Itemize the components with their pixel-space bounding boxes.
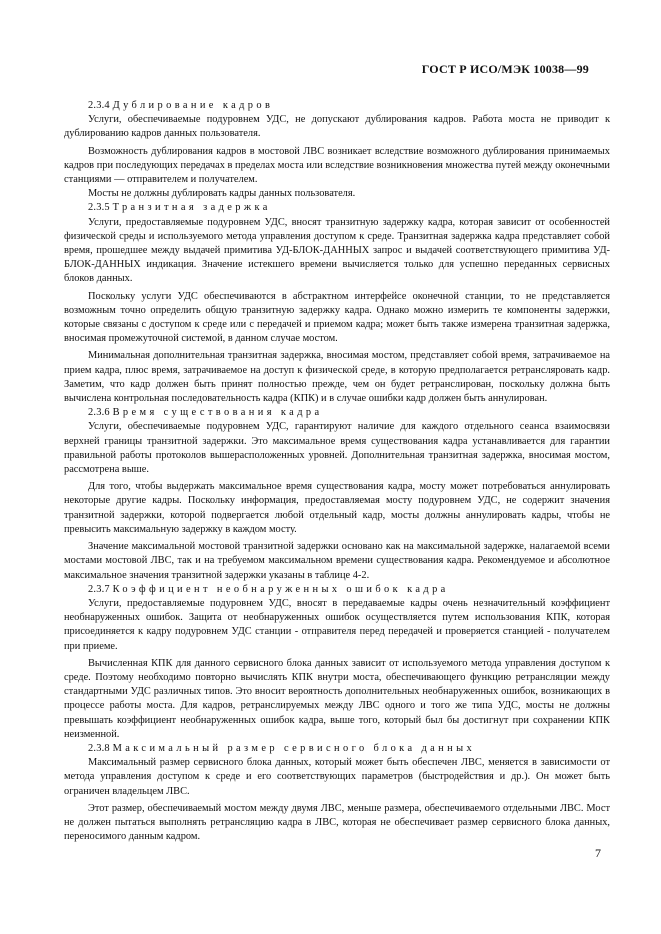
section-heading <box>64 742 610 756</box>
section-heading <box>64 583 610 597</box>
paragraph: Услуги, обеспечиваемые подуровнем УДС, гарантируют наличие для каждого отдельного сеанса взаимосвязи верхней границы транзитной задержки. Это максимальное время существования кадра устанавливается для гарантии правильной работы протоколов вышерасположенных уровней. Дополнительная транзитная задержка, вносимая мостом, рассмотрена выше. <box>64 421 610 476</box>
section-heading <box>64 406 610 420</box>
section-title: Коэффициент необнаруженных ошибок кадра <box>112 583 449 595</box>
paragraph: Возможность дублирования кадров в мостовой ЛВС возникает вследствие возможного дублирования принимаемых кадров при последующих передачах в пределах моста или вследствие возникновения множества путей между оконечными станциями — отправителем и получателем. <box>64 145 610 186</box>
paragraph: Максимальный размер сервисного блока данных, который может быть обеспечен ЛВС, меняется в зависимости от метода управления доступом к среде и его соответствующих параметров (быстродействия и др.). Он может быть ограничен владельцем ЛВС. <box>64 757 610 797</box>
section-heading <box>64 201 610 215</box>
document-body <box>64 99 610 844</box>
section-title: Дублирование кадров <box>112 100 274 111</box>
paragraph: Вычисленная КПК для данного сервисного блока данных зависит от используемого метода управления доступом к среде. Поэтому необходимо повторно вычислять КПК внутри моста, обеспечивающего функцию ретрансляции между стандартными УДС различных типов. Это вносит вероятность дополнительных необнаруженных ошибок, возникающих в процессе работы моста. Для кадров, ретранслируемых между ЛВС одного и того же типа УДС, мосты не должны превышать коэффициент необнаруженных ошибок кадра, выше того, который был бы достигнут при сохранении КПК неизменной. <box>64 657 610 740</box>
section-number: 2.3.7 <box>88 583 110 595</box>
section-number: 2.3.8 <box>88 742 110 754</box>
paragraph: Минимальная дополнительная транзитная задержка, вносимая мостом, представляет собой время, затрачиваемое на прием кадра, плюс время, затрачиваемое на доступ к физической среде, в которую предполагается ретрансляровать кадр. Заметим, что кадр должен быть принят полностью прежде, чем он будет ретранслирован, поскольку должна быть вычислена контрольная последовательность кадра (КПК) и в случае ошибки кадр должен быть аннулирован. <box>64 350 610 405</box>
section-number: 2.3.4 <box>88 100 110 111</box>
section-title: Максимальный размер сервисного блока данных <box>112 742 476 754</box>
paragraph: Поскольку услуги УДС обеспечиваются в абстрактном интерфейсе оконечной станции, то не представляется возможным точно определить общую транзитную задержку кадра. Однако можно измерить те компоненты задержки, которые связаны с доступом к среде или с передачей и приемом кадра; может быть также измерена транзитная задержка, вносимая промежуточной системой, в данном случае мостом. <box>64 290 610 345</box>
section-number: 2.3.5 <box>88 202 110 214</box>
section-title: Время существования кадра <box>112 407 323 419</box>
paragraph: Мосты не должны дублировать кадры данных пользователя. <box>88 188 356 200</box>
paragraph: Значение максимальной мостовой транзитной задержки основано как на максимальной задержке, налагаемой всеми мостами мостовой ЛВС, так и на требуемом максимальном времени существования кадра. Рекомендуемое и абсолютное максимальное значения транзитной задержки указаны в таблице 4-2. <box>64 541 610 581</box>
paragraph: Услуги, обеспечиваемые подуровнем УДС, не допускают дублирования кадров. Работа моста не приводит к дублированию кадров данных пользователя. <box>64 114 610 140</box>
section-number: 2.3.6 <box>88 407 110 419</box>
paragraph: Для того, чтобы выдержать максимальное время существования кадра, мосту может потребоваться аннулировать некоторые другие кадры. Поскольку информация, предоставляемая мосту подуровнем УДС, не содержит значения транзитной задержки, которой подвергается любой отдельный кадр, мосты должны аннулировать кадры, чтобы не превысить максимальную задержку в каждом мосту. <box>64 481 610 535</box>
paragraph: Этот размер, обеспечиваемый мостом между двумя ЛВС, меньше размера, обеспечиваемого отдельными ЛВС. Мост не должен пытаться выполнять ретрансляцию кадра в ЛВС, которая не обеспечивает размер сервисного блока данных, переносимого данным кадром. <box>64 802 610 843</box>
page-number: 7 <box>595 846 601 860</box>
paragraph: Услуги, предоставляемые подуровнем УДС, вносят транзитную задержку кадра, которая зависит от особенностей физической среды и используемого метода управления доступом к среде. Транзитная задержка кадра представляет собой время, прошедшее между выдачей примитива УД-БЛОК-ДАННЫХ запрос и выдачей соответствующего примитива УД-БЛОК-ДАННЫХ индикация. Значение истекшего времени вычисляется только для успешно переданных сервисных блоков данных. <box>64 216 610 285</box>
section-heading <box>64 99 610 113</box>
standard-header: ГОСТ Р ИСО/МЭК 10038—99 <box>421 62 589 76</box>
paragraph: Услуги, предоставляемые подуровнем УДС, вносят в передаваемые кадры очень незначительный коэффициент необнаруженных ошибок. Защита от необнаруженных ошибок осуществляется путем использования КПК, которая присоединяется к кадру подуровнем УДС станции - отправителя перед передачей и проверяется станцией - получателем при приеме. <box>64 597 610 652</box>
section-title: Транзитная задержка <box>112 202 271 214</box>
